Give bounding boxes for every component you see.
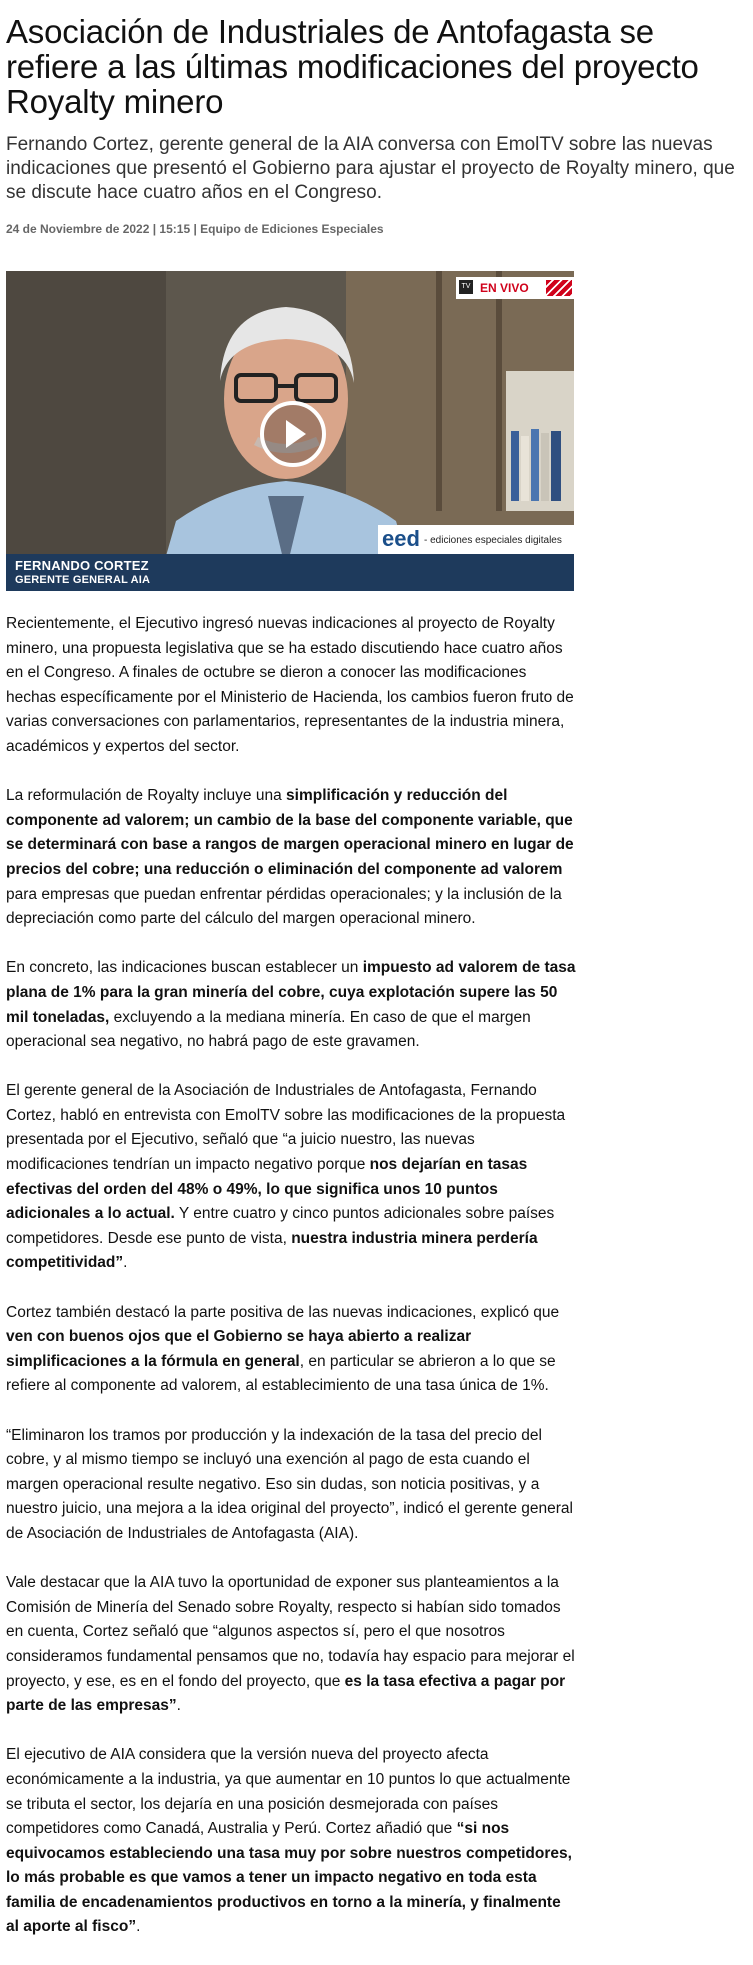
article-header: [6, 0, 746, 237]
article-subtitle: Fernando Cortez, gerente general de la AIA conversa con EmolTV sobre las nuevas indicaciones que presentó el Gobierno para ajustar el proyecto de Royalty minero, que se discute hace cuatro años en el Congreso.: [6, 134, 735, 203]
bold-run: simplificación y reducción del componente ad valorem; un cambio de la base del componente variable, que se determinará con base a rangos de margen operacional minero en lugar de precios del cobre; una reducción o eliminación del componente ad valorem: [6, 787, 574, 878]
bold-run: “si nos equivocamos estableciendo una tasa muy por sobre nuestros competidores, lo más probable es que vamos a tener un impacto negativo en toda esta familia de encadenamientos productivos en torno a la minería, y finalmente al aporte al fisco”: [6, 1820, 572, 1936]
article-title: Asociación de Industriales de Antofagasta se refiere a las últimas modificaciones del proyecto Royalty minero: [6, 13, 699, 120]
text-run: excluyendo a la mediana minería. En caso de que el margen operacional sea negativo, no habrá pago de este gravamen.: [6, 1008, 531, 1051]
text-run: Cortez también destacó la parte positiva de las nuevas indicaciones, explicó que: [6, 1303, 560, 1321]
bold-run: nuestra industria minera perdería competitividad”: [6, 1229, 538, 1272]
article-body: [6, 612, 576, 1965]
paragraph-5: [6, 1301, 576, 1399]
eed-logo: eed: [382, 526, 420, 551]
live-indicator: [456, 277, 574, 299]
play-button[interactable]: [260, 401, 326, 467]
text-run: .: [136, 1918, 141, 1936]
paragraph-3: [6, 956, 576, 1054]
text-run: Vale destacar que la AIA tuvo la oportunidad de exponer sus planteamientos a la Comisión de Minería del Senado sobre Royalty, respecto si habían sido tomados en cuenta, Cortez señaló que “algunos aspectos sí, pero el que nosotros consideramos fundamental pensamos que no, todavía hay espacio para mejorar el proyecto, y ese, es en el fondo del proyecto, que: [6, 1574, 575, 1690]
paragraph-4: [6, 1079, 576, 1276]
paragraph-6: “Eliminaron los tramos por producción y la indexación de la tasa del precio del cobre, y al mismo tiempo se incluyó una exención al pago de esta cuando el margen operacional resulte negativo. Eso sin dudas, son noticia positivas, y a nuestro juicio, una mejora a la idea original del proyecto”, indicó el gerente general de Asociación de Industriales de Antofagasta (AIA).: [6, 1426, 573, 1542]
bold-run: impuesto ad valorem de tasa plana de 1% para la gran minería del cobre, cuya explotación supere las 50 mil toneladas,: [6, 959, 576, 1026]
bold-run: nos dejarían en tasas efectivas del orden del 48% o 49%, lo que significa unos 10 puntos adicionales a lo actual.: [6, 1156, 528, 1223]
article-meta: 24 de Noviembre de 2022 | 15:15 | Equipo de Ediciones Especiales: [6, 222, 384, 236]
lower-third: [6, 554, 574, 591]
text-run: La reformulación de Royalty incluye una: [6, 787, 287, 805]
text-run: .: [123, 1254, 128, 1272]
paragraph-8: [6, 1743, 576, 1940]
text-run: , en particular se abrieron a lo que se refiere al componente ad valorem, al establecimiento de una tasa única de 1%.: [6, 1352, 556, 1395]
text-run: El ejecutivo de AIA considera que la versión nueva del proyecto afecta económicamente a la industria, ya que aumentar en 10 puntos lo que actualmente se tributa el sector, los dejaría en una posición desmejorada con países competidores como Canadá, Australia y Perú. Cortez añadió que: [6, 1746, 571, 1838]
bold-run: ven con buenos ojos que el Gobierno se haya abierto a realizar simplificaciones a la fórmula en general: [6, 1328, 472, 1370]
text-run: El gerente general de la Asociación de Industriales de Antofagasta, Fernando Cortez, habló en entrevista con EmolTV sobre las modificaciones de la propuesta presentada por el Ejecutivo, señaló que “a juicio nuestro, las nuevas modificaciones tendrían un impacto negativo porque: [6, 1082, 566, 1174]
text-run: Y entre cuatro y cinco puntos adicionales sobre países competidores. Desde ese punto de vista,: [6, 1205, 555, 1247]
text-run: En concreto, las indicaciones buscan establecer un: [6, 959, 363, 977]
lower-third-role: GERENTE GENERAL AIA: [15, 574, 151, 586]
paragraph-7: [6, 1571, 576, 1719]
text-run: .: [176, 1697, 181, 1715]
tv-icon: TV: [459, 280, 473, 294]
live-stripe-decoration: [546, 280, 572, 296]
live-label: EN VIVO: [480, 281, 529, 295]
bold-run: es la tasa efectiva a pagar por parte de las empresas”: [6, 1672, 566, 1715]
text-run: para empresas que puedan enfrentar pérdidas operacionales; y la inclusión de la depreciación como parte del cálculo del margen operacional minero.: [6, 885, 562, 928]
paragraph-2: [6, 784, 576, 932]
brand-text: - ediciones especiales digitales: [424, 535, 562, 546]
lower-third-name: FERNANDO CORTEZ: [15, 558, 149, 573]
video-player[interactable]: [6, 271, 574, 591]
brand-watermark: [378, 525, 574, 555]
paragraph-1: Recientemente, el Ejecutivo ingresó nuevas indicaciones al proyecto de Royalty minero, una propuesta legislativa que se ha estado discutiendo hace cuatro años en el Congreso. A finales de octubre se dieron a conocer las modificaciones hechas específicamente por el Ministerio de Hacienda, los cambios fueron fruto de varias conversaciones con parlamentarios, representantes de la industria minera, académicos y expertos del sector.: [6, 615, 574, 755]
